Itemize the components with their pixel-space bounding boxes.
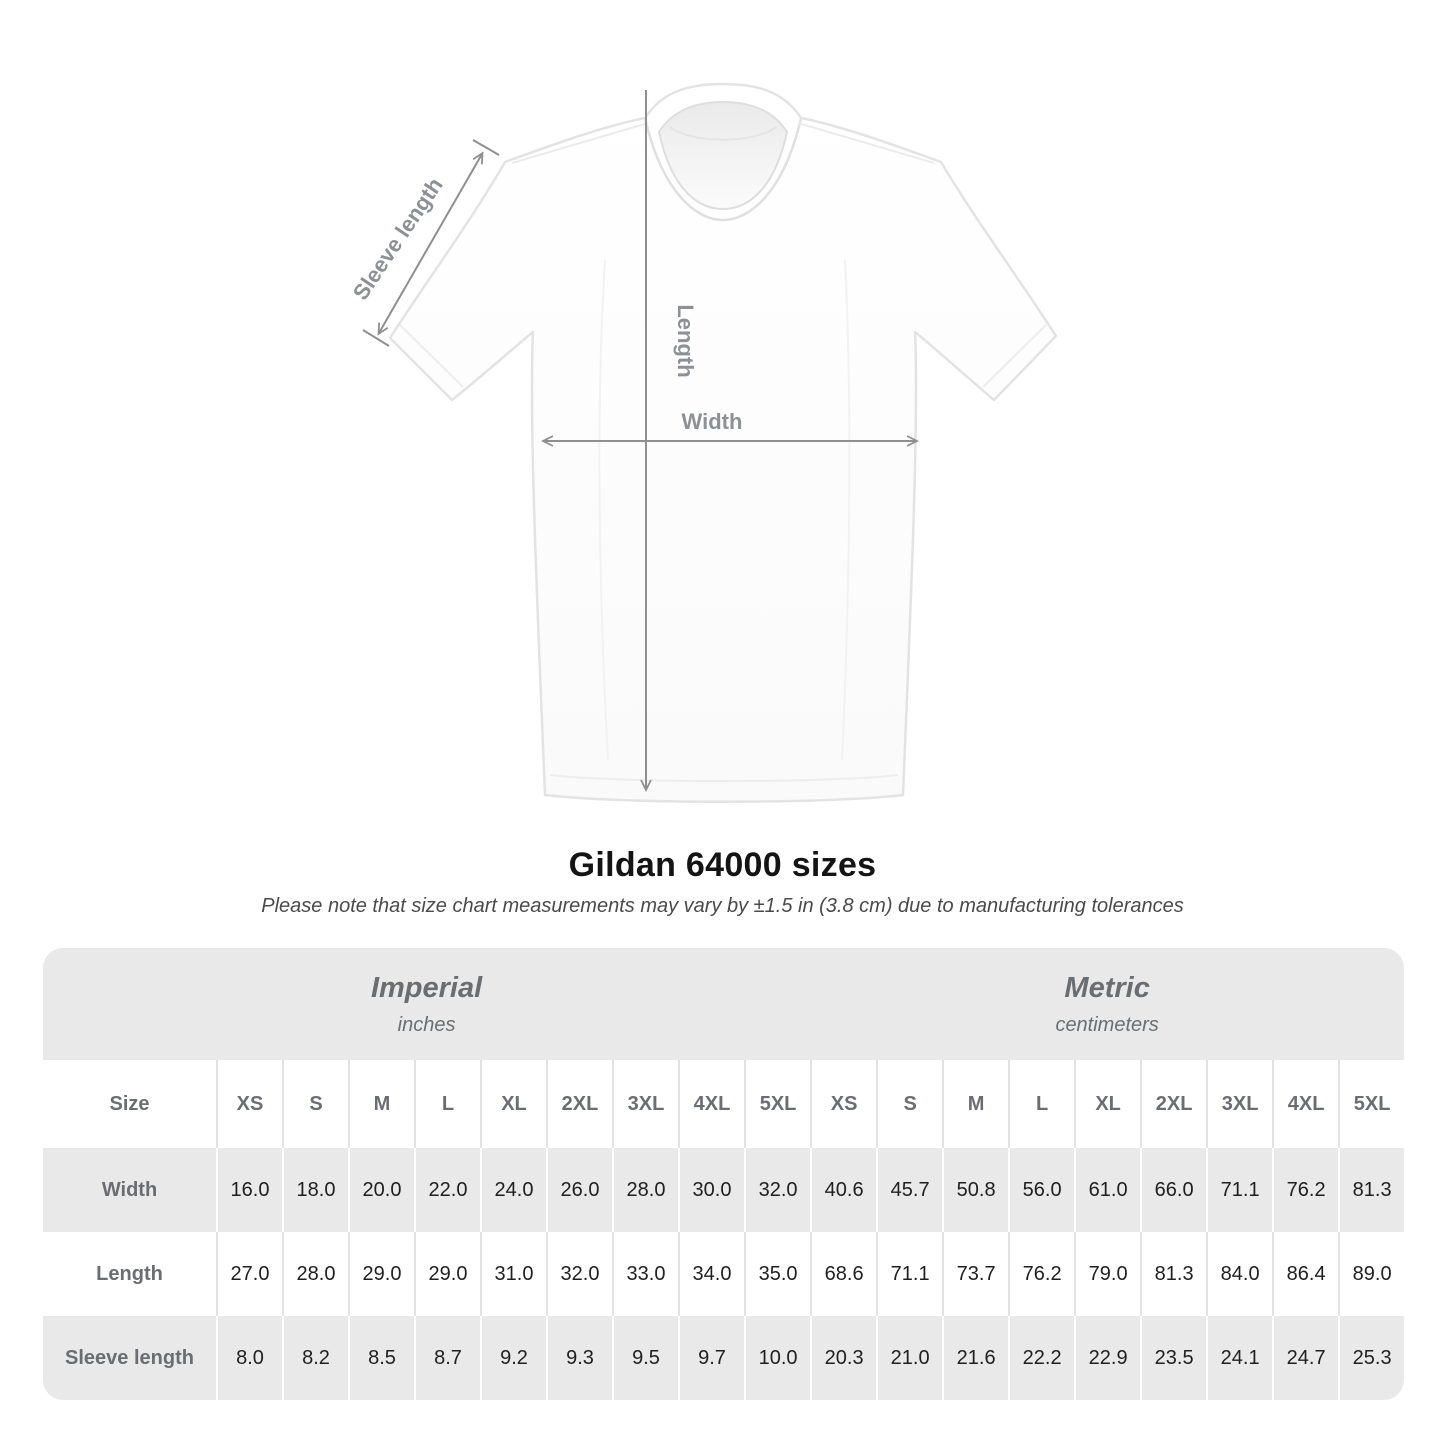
cell: 71.1 <box>1206 1148 1272 1232</box>
cell: 86.4 <box>1272 1232 1338 1316</box>
size-col-header: S <box>876 1060 942 1148</box>
cell: 10.0 <box>744 1316 810 1400</box>
cell: 20.3 <box>810 1316 876 1400</box>
imperial-section-header <box>43 948 810 1060</box>
cell: 76.2 <box>1008 1232 1074 1316</box>
cell: 18.0 <box>282 1148 348 1232</box>
cell: 50.8 <box>942 1148 1008 1232</box>
size-col-header: M <box>942 1060 1008 1148</box>
unit-header-row <box>43 948 1404 1060</box>
length-row <box>43 1232 1404 1316</box>
cell: 32.0 <box>744 1148 810 1232</box>
cell: 8.2 <box>282 1316 348 1400</box>
size-header-cell: Size <box>43 1060 216 1148</box>
cell: 8.7 <box>414 1316 480 1400</box>
cell: 26.0 <box>546 1148 612 1232</box>
cell: 25.3 <box>1338 1316 1404 1400</box>
cell: 31.0 <box>480 1232 546 1316</box>
size-col-header: XS <box>216 1060 282 1148</box>
cell: 9.7 <box>678 1316 744 1400</box>
size-col-header: L <box>1008 1060 1074 1148</box>
cell: 79.0 <box>1074 1232 1140 1316</box>
cell: 71.1 <box>876 1232 942 1316</box>
cell: 61.0 <box>1074 1148 1140 1232</box>
sleeve-length-end-tick-bottom <box>363 330 389 346</box>
size-col-header: 2XL <box>1140 1060 1206 1148</box>
cell: 66.0 <box>1140 1148 1206 1232</box>
imperial-title: Imperial <box>370 971 483 1004</box>
size-col-header: 4XL <box>678 1060 744 1148</box>
cell: 76.2 <box>1272 1148 1338 1232</box>
size-col-header: 4XL <box>1272 1060 1338 1148</box>
cell: 89.0 <box>1338 1232 1404 1316</box>
size-chart-table <box>43 948 1404 1400</box>
cell: 68.6 <box>810 1232 876 1316</box>
cell: 22.9 <box>1074 1316 1140 1400</box>
length-label: Length <box>673 304 698 378</box>
cell: 28.0 <box>282 1232 348 1316</box>
cell: 73.7 <box>942 1232 1008 1316</box>
cell: 33.0 <box>612 1232 678 1316</box>
size-col-header: XL <box>1074 1060 1140 1148</box>
size-header-row <box>43 1060 1404 1148</box>
cell: 9.3 <box>546 1316 612 1400</box>
cell: 8.5 <box>348 1316 414 1400</box>
tolerance-note: Please note that size chart measurements may vary by ±1.5 in (3.8 cm) due to manufacturing tolerances <box>261 895 1184 917</box>
page-title: Gildan 64000 sizes <box>568 846 877 884</box>
row-label: Length <box>43 1232 216 1316</box>
row-label: Width <box>43 1148 216 1232</box>
cell: 24.7 <box>1272 1316 1338 1400</box>
metric-unit: centimeters <box>1055 1013 1159 1036</box>
cell: 81.3 <box>1140 1232 1206 1316</box>
cell: 81.3 <box>1338 1148 1404 1232</box>
cell: 20.0 <box>348 1148 414 1232</box>
cell: 28.0 <box>612 1148 678 1232</box>
size-col-header: 5XL <box>744 1060 810 1148</box>
cell: 9.5 <box>612 1316 678 1400</box>
cell: 21.6 <box>942 1316 1008 1400</box>
size-col-header: L <box>414 1060 480 1148</box>
cell: 21.0 <box>876 1316 942 1400</box>
cell: 22.2 <box>1008 1316 1074 1400</box>
cell: 40.6 <box>810 1148 876 1232</box>
metric-title: Metric <box>1064 971 1150 1004</box>
cell: 24.0 <box>480 1148 546 1232</box>
width-row <box>43 1148 1404 1232</box>
metric-section-header <box>810 948 1404 1060</box>
cell: 16.0 <box>216 1148 282 1232</box>
size-col-header: 2XL <box>546 1060 612 1148</box>
cell: 23.5 <box>1140 1316 1206 1400</box>
tshirt-graphic <box>390 84 1056 802</box>
cell: 30.0 <box>678 1148 744 1232</box>
cell: 22.0 <box>414 1148 480 1232</box>
sleeve-length-row <box>43 1316 1404 1400</box>
cell: 8.0 <box>216 1316 282 1400</box>
cell: 29.0 <box>348 1232 414 1316</box>
width-label: Width <box>681 409 743 434</box>
size-col-header: 3XL <box>1206 1060 1272 1148</box>
sleeve-length-end-tick-top <box>473 140 499 155</box>
size-col-header: 3XL <box>612 1060 678 1148</box>
cell: 45.7 <box>876 1148 942 1232</box>
cell: 9.2 <box>480 1316 546 1400</box>
sleeve-length-label: Sleeve length <box>347 173 448 305</box>
imperial-unit: inches <box>397 1013 456 1036</box>
row-label: Sleeve length <box>43 1316 216 1400</box>
size-col-header: XL <box>480 1060 546 1148</box>
cell: 84.0 <box>1206 1232 1272 1316</box>
size-col-header: XS <box>810 1060 876 1148</box>
cell: 24.1 <box>1206 1316 1272 1400</box>
cell: 34.0 <box>678 1232 744 1316</box>
cell: 27.0 <box>216 1232 282 1316</box>
cell: 29.0 <box>414 1232 480 1316</box>
size-col-header: M <box>348 1060 414 1148</box>
size-col-header: 5XL <box>1338 1060 1404 1148</box>
size-col-header: S <box>282 1060 348 1148</box>
cell: 32.0 <box>546 1232 612 1316</box>
cell: 35.0 <box>744 1232 810 1316</box>
cell: 56.0 <box>1008 1148 1074 1232</box>
